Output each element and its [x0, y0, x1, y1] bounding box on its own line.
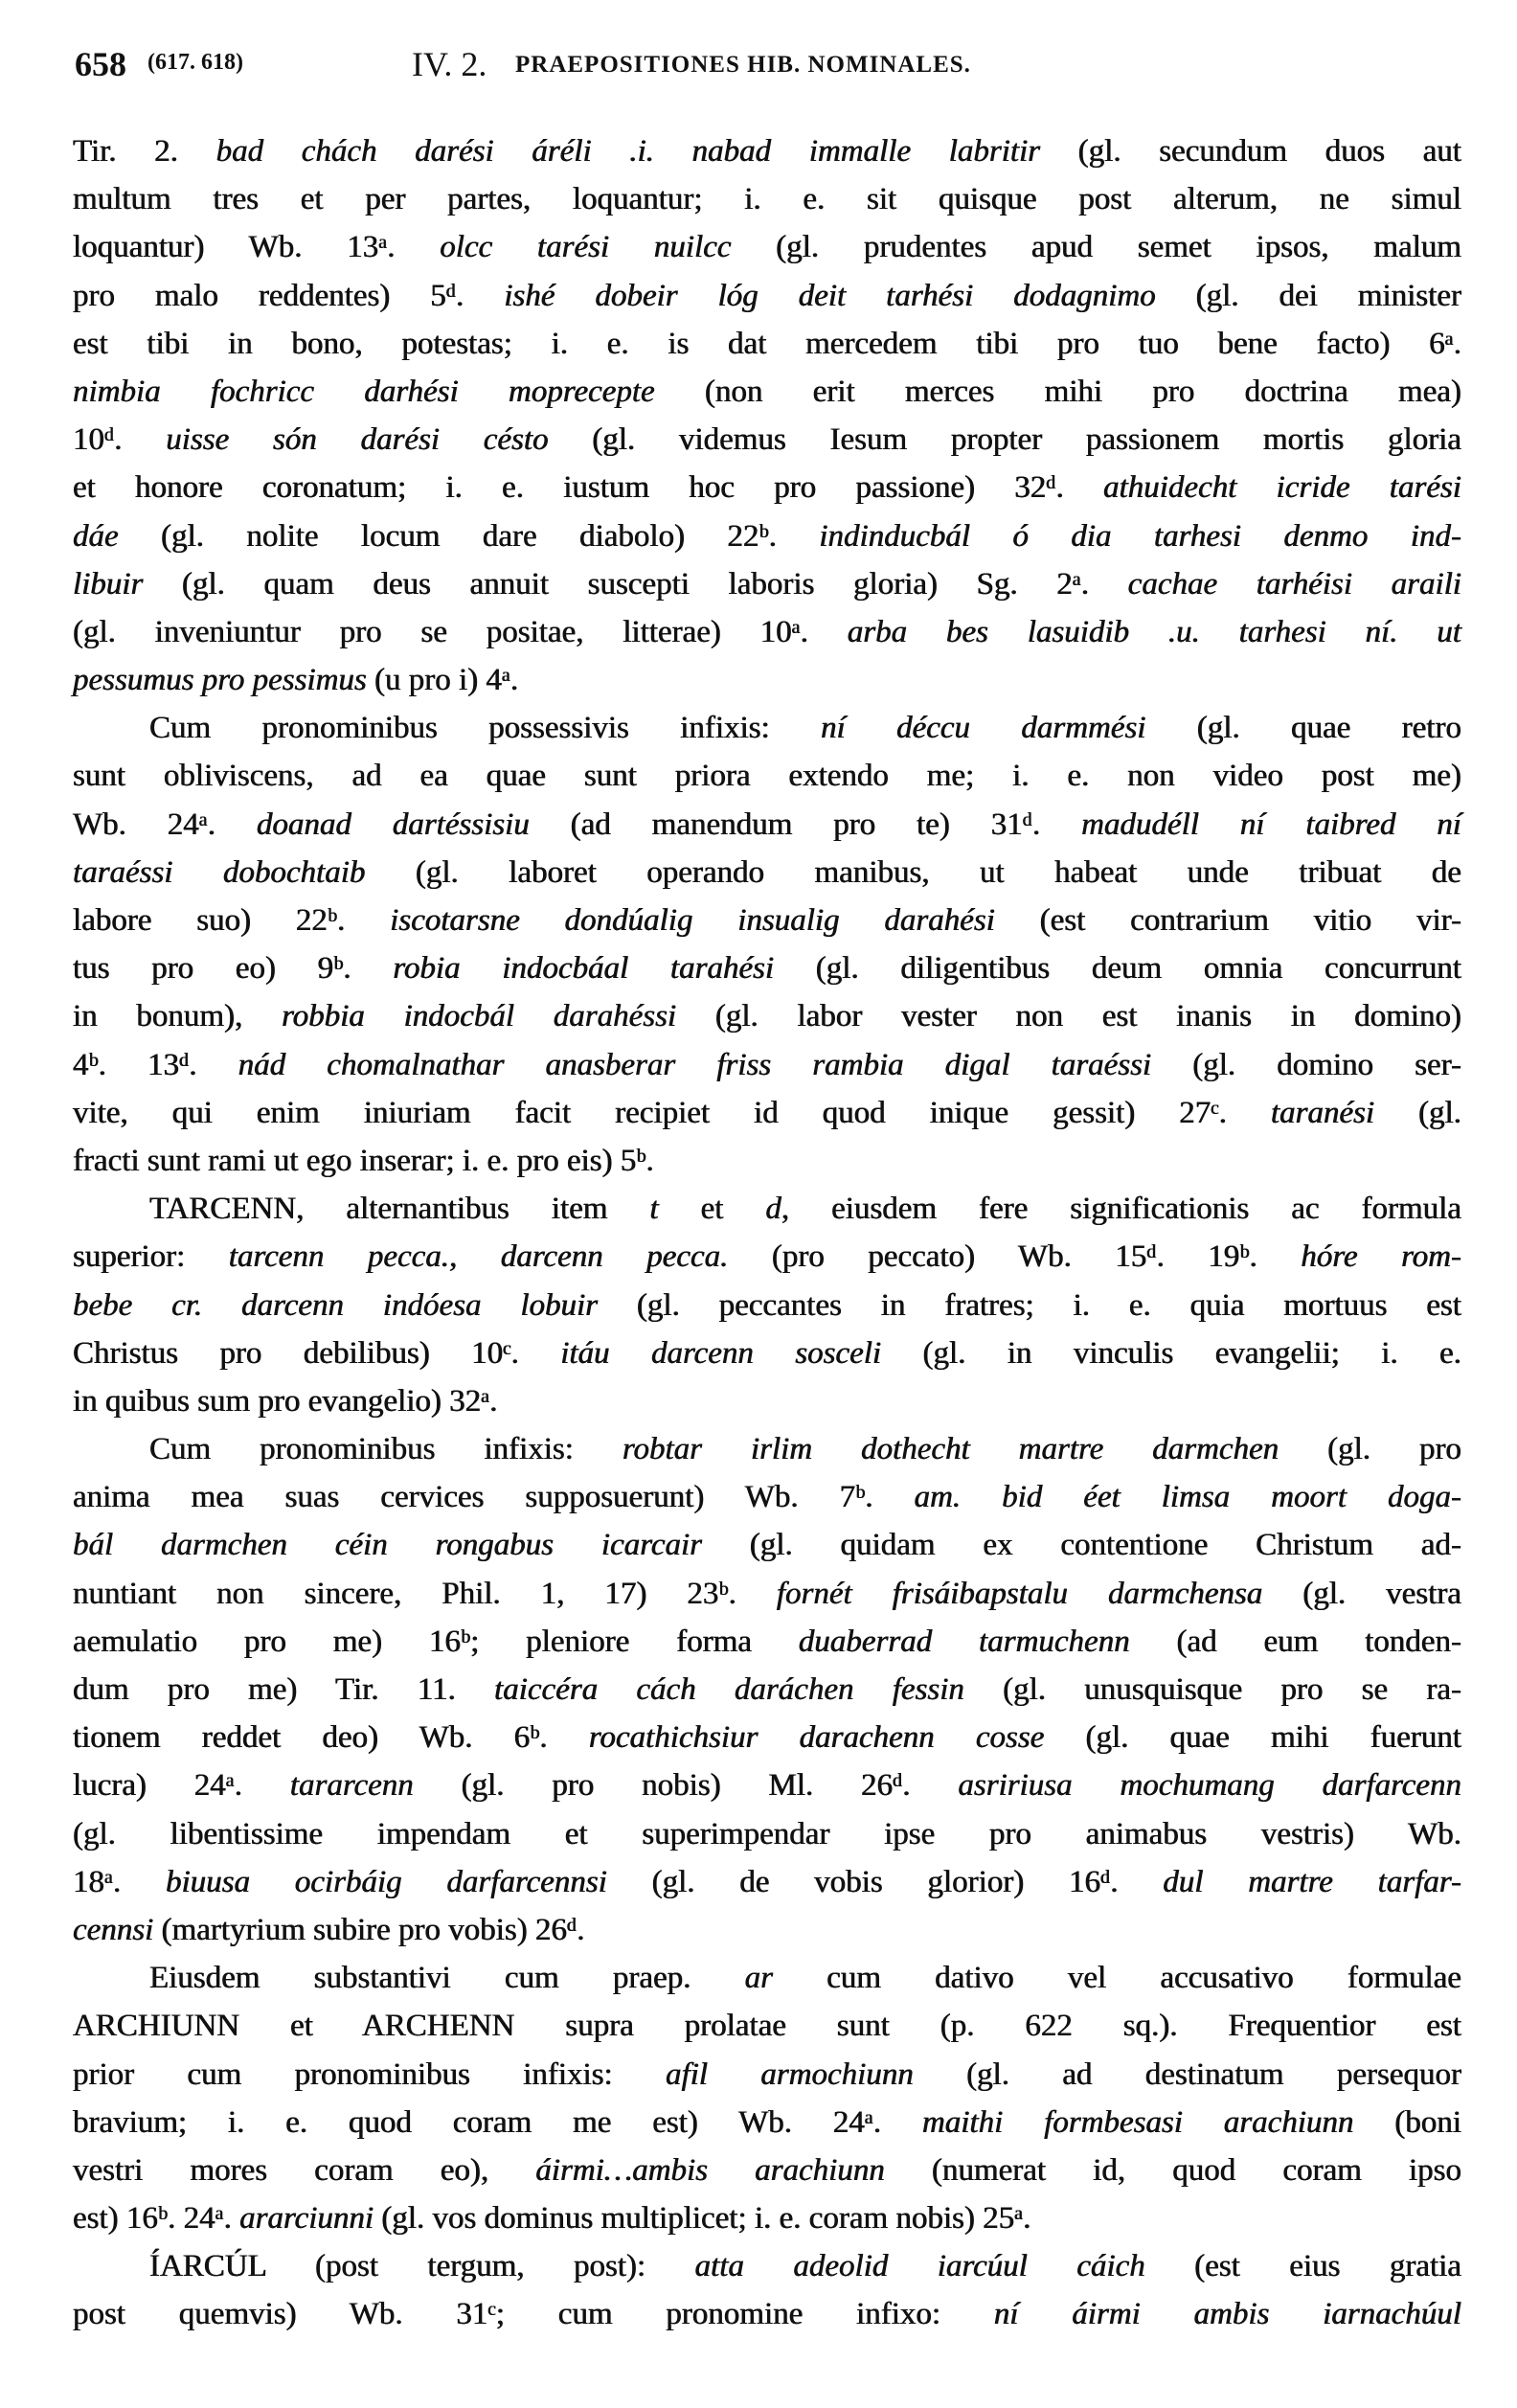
latin-text: prior cum pronominibus infixis: [73, 2056, 667, 2092]
latin-text: Eiusdem substantivi cum praep. [149, 1961, 745, 1996]
irish-gloss-text: taraéssi dobochtaib [73, 854, 366, 890]
irish-gloss-text: robia indocbáal tarahési [393, 951, 775, 987]
latin-text: (gl. ad destinatum persequor [913, 2056, 1461, 2092]
text-line [73, 464, 1461, 511]
latin-text: (boni [1353, 2104, 1461, 2140]
text-line [73, 320, 1461, 368]
section-number: IV. 2. [412, 45, 487, 83]
latin-text: Christus pro debilibus) 10ᶜ. [73, 1335, 561, 1371]
irish-gloss-text: tararcenn [289, 1768, 414, 1804]
text-line [73, 1089, 1461, 1137]
latin-text: ARCHIUNN et ARCHENN supra prolatae sunt (p. 622 sq.). Frequentior est [73, 2009, 1461, 2044]
text-line [73, 2099, 1461, 2147]
text-line [73, 2002, 1461, 2050]
latin-text: , eiusdem fere significationis ac formula [781, 1192, 1461, 1227]
latin-text: aemulatio pro me) 16ᵇ; pleniore forma [73, 1624, 799, 1659]
text-line [73, 656, 1461, 704]
text-line [73, 1858, 1461, 1906]
latin-text: (gl. laboret operando manibus, ut habeat unde tribuat de [365, 854, 1461, 890]
latin-text: (gl. in vinculis evangelii; i. e. [881, 1335, 1461, 1371]
text-line [73, 368, 1461, 416]
text-line [73, 608, 1461, 656]
irish-gloss-text: ishé dobeir lóg deit tarhési dodagnimo [504, 278, 1156, 313]
latin-text: (gl. vestra [1262, 1576, 1461, 1611]
irish-gloss-text: dáe [73, 518, 119, 554]
latin-text: 18ᵃ. [73, 1864, 167, 1899]
irish-gloss-text: taiccéra cách daráchen fessin [494, 1672, 964, 1707]
irish-gloss-text: olcc tarési nuilcc [440, 230, 732, 265]
irish-gloss-text: ararciunni [239, 2201, 374, 2237]
text-line [73, 1473, 1461, 1521]
irish-gloss-text: nád chomalnathar anasberar friss rambia digal taraéssi [238, 1047, 1152, 1082]
latin-text: (non erit merces mihi pro doctrina mea) [654, 374, 1461, 409]
irish-gloss-text: d [765, 1192, 781, 1227]
text-line [73, 944, 1461, 992]
text-line [73, 2242, 1461, 2290]
running-title: PRAEPOSITIONES HIB. NOMINALES. [515, 52, 971, 78]
latin-text: (gl. secundum duos aut [1040, 134, 1462, 169]
irish-gloss-text: ní áirmi ambis iarnachúul [993, 2297, 1461, 2332]
latin-text: (u pro i) 4ᵃ. [366, 663, 519, 698]
text-line [73, 272, 1461, 320]
text-line [73, 1185, 1461, 1233]
latin-text: anima mea suas cervices supposuerunt) Wb. 7ᵇ. [73, 1480, 915, 1515]
latin-text: 10ᵈ. [73, 422, 167, 458]
latin-text: (gl. dei minister [1155, 278, 1461, 313]
latin-text: (gl. vos dominus multiplicet; i. e. coram nobis) 25ᵃ. [374, 2201, 1031, 2237]
latin-text: TARCENN, alternantibus item [149, 1192, 650, 1227]
latin-text: (gl. de vobis glorior) 16ᵈ. [606, 1864, 1164, 1899]
latin-text: cum dativo vel accusativo formulae [773, 1961, 1461, 1996]
latin-text: sunt obliviscens, ad ea quae sunt priora extendo me; i. e. non video post me) [73, 759, 1461, 794]
latin-text: loquantur) Wb. 13ᵃ. [73, 230, 441, 265]
irish-gloss-text: taranési [1270, 1095, 1375, 1130]
text-line [73, 897, 1461, 944]
text-line [73, 1714, 1461, 1761]
text-line [73, 752, 1461, 800]
irish-gloss-text: pessumus pro pessimus [73, 663, 367, 698]
irish-gloss-text: robtar irlim dothecht martre darmchen [622, 1432, 1279, 1467]
text-line [73, 992, 1461, 1040]
irish-gloss-text: ní déccu darmmési [821, 711, 1146, 746]
latin-text: dum pro me) Tir. 11. [73, 1672, 495, 1707]
latin-text: (gl. libentissime impendam et superimpendar ipse pro animabus vestris) Wb. [73, 1816, 1461, 1851]
latin-text: (ad eum tonden- [1129, 1624, 1461, 1659]
text-line [73, 2051, 1461, 2099]
irish-gloss-text: áirmi…ambis arachiunn [535, 2152, 885, 2188]
irish-gloss-text: duaberrad tarmuchenn [798, 1624, 1130, 1659]
irish-gloss-text: cennsi [73, 1912, 154, 1947]
latin-text: vestri mores coram eo), [73, 2152, 536, 2188]
text-line [73, 1570, 1461, 1618]
latin-text: (gl. nolite locum dare diabolo) 22ᵇ. [118, 518, 820, 554]
latin-text: (gl. unusquisque pro se ra- [963, 1672, 1462, 1707]
irish-gloss-text: ar [744, 1961, 773, 1996]
latin-text: nuntiant non sincere, Phil. 1, 17) 23ᵇ. [73, 1576, 777, 1611]
irish-gloss-text: madudéll ní taibred ní [1081, 806, 1462, 842]
latin-text: est) 16ᵇ. 24ᵃ. [73, 2201, 240, 2237]
latin-text: lucra) 24ᵃ. [73, 1768, 290, 1804]
text-line [73, 1666, 1461, 1714]
latin-text: (gl. pro nobis) Ml. 26ᵈ. [413, 1768, 959, 1804]
latin-text: (gl. pro [1279, 1432, 1461, 1467]
latin-text: Tir. 2. [73, 134, 216, 169]
latin-text: (gl. videmus Iesum propter passionem mortis gloria [548, 422, 1461, 458]
latin-text: in bonum), [73, 999, 283, 1034]
irish-gloss-text: biuusa ocirbáig darfarcennsi [166, 1864, 607, 1899]
latin-text: (gl. diligentibus deum omnia concurrunt [774, 951, 1461, 987]
text-line [73, 1425, 1461, 1473]
text-line [73, 1233, 1461, 1281]
text-line [73, 849, 1461, 897]
latin-text: post quemvis) Wb. 31ᶜ; cum pronomine infixo: [73, 2297, 994, 2332]
text-line [73, 560, 1461, 608]
latin-text: (pro peccato) Wb. 15ᵈ. 19ᵇ. [728, 1239, 1302, 1275]
irish-gloss-text: iscotarsne dondúalig insualig darahési [390, 903, 995, 938]
irish-gloss-text: libuir [73, 566, 144, 602]
irish-gloss-text: itáu darcenn sosceli [560, 1335, 882, 1371]
latin-text: (est eius gratia [1144, 2249, 1461, 2284]
latin-text: (gl. quae mihi fuerunt [1044, 1720, 1461, 1756]
irish-gloss-text: dul martre tarfar- [1163, 1864, 1461, 1899]
irish-gloss-text: am. bid éet limsa moort doga- [914, 1480, 1461, 1515]
text-line [73, 127, 1461, 175]
text-line [73, 1377, 1461, 1425]
irish-gloss-text: bebe cr. darcenn indóesa lobuir [73, 1287, 599, 1323]
text-line [73, 1906, 1461, 1954]
irish-gloss-text: bad chách darési áréli .i. nabad immalle labritir [215, 134, 1041, 169]
latin-text: (gl. quam deus annuit suscepti laboris gloria) Sg. 2ᵃ. [143, 566, 1128, 602]
text-line [73, 175, 1461, 223]
latin-text: est tibi in bono, potestas; i. e. is dat mercedem tibi pro tuo bene facto) 6ᵃ. [73, 326, 1461, 361]
irish-gloss-text: tarcenn pecca., darcenn pecca. [228, 1239, 729, 1275]
text-line [73, 512, 1461, 560]
text-line [73, 2290, 1461, 2338]
irish-gloss-text: atta adeolid iarcúul cáich [694, 2249, 1145, 2284]
text-line [73, 1282, 1461, 1329]
irish-gloss-text: doanad dartéssisiu [256, 806, 530, 842]
irish-gloss-text: asririusa mochumang darfarcenn [958, 1768, 1461, 1804]
irish-gloss-text: bál darmchen céin rongabus icarcair [73, 1528, 702, 1563]
latin-text: superior: [73, 1239, 229, 1275]
text-line [73, 1618, 1461, 1666]
latin-text: (gl. labor vester non est inanis in domino) [676, 999, 1461, 1034]
latin-text: (ad manendum pro te) 31ᵈ. [529, 806, 1082, 842]
text-line [73, 1329, 1461, 1377]
latin-text: (martyrium subire pro vobis) 26ᵈ. [153, 1912, 585, 1947]
latin-text: (numerat id, quod coram ipso [884, 2152, 1461, 2188]
irish-gloss-text: cachae tarhéisi araili [1127, 566, 1462, 602]
latin-text: multum tres et per partes, loquantur; i. e. sit quisque post alterum, ne simul [73, 182, 1461, 217]
latin-text: bravium; i. e. quod coram me est) Wb. 24ᵃ. [73, 2104, 922, 2140]
latin-text: vite, qui enim iniuriam facit recipiet id quod inique gessit) 27ᶜ. [73, 1095, 1271, 1130]
latin-text: (gl. inveniuntur pro se positae, litterae) 10ᵃ. [73, 614, 848, 649]
text-line [73, 416, 1461, 464]
latin-text: in quibus sum pro evangelio) 32ᵃ. [73, 1383, 498, 1419]
latin-text: (gl. peccantes in fratres; i. e. quia mortuus est [598, 1287, 1461, 1323]
latin-text: Cum pronominibus possessivis infixis: [149, 711, 822, 746]
latin-text: (gl. prudentes apud semet ipsos, malum [731, 230, 1462, 265]
irish-gloss-text: t [649, 1192, 659, 1227]
page-references: (617. 618) [147, 50, 243, 75]
latin-text: (gl. [1374, 1095, 1461, 1130]
irish-gloss-text: indinducbál ó dia tarhesi denmo ind- [819, 518, 1461, 554]
text-line [73, 223, 1461, 271]
irish-gloss-text: afil armochiunn [666, 2056, 914, 2092]
latin-text: fracti sunt rami ut ego inserar; i. e. pro eis) 5ᵇ. [73, 1143, 654, 1178]
latin-text: et honore coronatum; i. e. iustum hoc pro passione) 32ᵈ. [73, 470, 1104, 506]
latin-text: (gl. quidam ex contentione Christum ad- [702, 1528, 1461, 1563]
latin-text: (gl. domino ser- [1151, 1047, 1461, 1082]
text-line [73, 1137, 1461, 1185]
text-line [73, 704, 1461, 752]
page-number: 658 [75, 45, 126, 83]
text-line [73, 1810, 1461, 1858]
irish-gloss-text: maithi formbesasi arachiunn [921, 2104, 1354, 2140]
latin-text: tus pro eo) 9ᵇ. [73, 951, 394, 987]
irish-gloss-text: arba bes lasuidib .u. tarhesi ní. ut [847, 614, 1461, 649]
irish-gloss-text: hóre rom- [1301, 1239, 1462, 1275]
latin-text: tionem reddet deo) Wb. 6ᵇ. [73, 1720, 589, 1756]
latin-text: ÍARCÚL (post tergum, post): [149, 2249, 695, 2284]
text-line [73, 801, 1461, 849]
irish-gloss-text: nimbia fochricc darhési moprecepte [73, 374, 655, 409]
latin-text: (gl. quae retro [1145, 711, 1462, 746]
running-header [75, 44, 1463, 92]
latin-text: pro malo reddentes) 5ᵈ. [73, 278, 505, 313]
latin-text: et [658, 1192, 766, 1227]
text-line [73, 2194, 1461, 2242]
text-line [73, 1954, 1461, 2002]
latin-text: labore suo) 22ᵇ. [73, 903, 391, 938]
latin-text: Cum pronominibus infixis: [149, 1432, 623, 1467]
latin-text: 4ᵇ. 13ᵈ. [73, 1047, 238, 1082]
text-line [73, 1761, 1461, 1809]
irish-gloss-text: robbia indocbál darahéssi [282, 999, 677, 1034]
body-text [73, 127, 1461, 2339]
text-line [73, 2147, 1461, 2194]
irish-gloss-text: uisse són darési césto [166, 422, 549, 458]
irish-gloss-text: rocathichsiur darachenn cosse [588, 1720, 1045, 1756]
latin-text: Wb. 24ᵃ. [73, 806, 257, 842]
irish-gloss-text: athuidecht icride tarési [1103, 470, 1461, 506]
text-line [73, 1521, 1461, 1569]
latin-text: (est contrarium vitio vir- [994, 903, 1462, 938]
irish-gloss-text: fornét frisáibapstalu darmchensa [776, 1576, 1263, 1611]
text-line [73, 1041, 1461, 1089]
